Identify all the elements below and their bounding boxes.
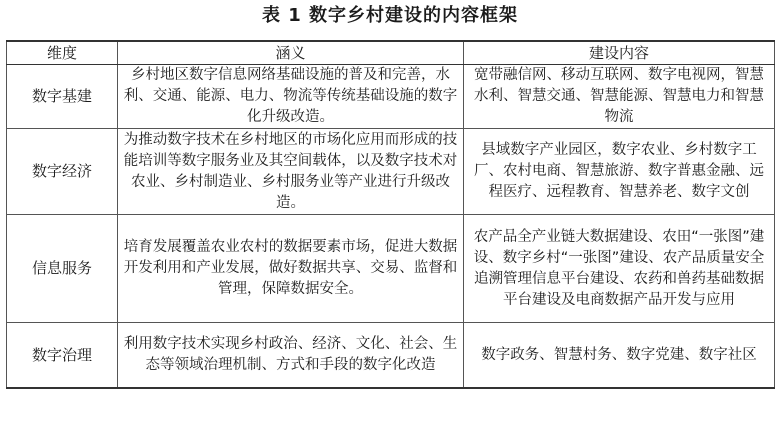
content-cell: 宽带融信网、移动互联网、数字电视网，智慧水利、智慧交通、智慧能源、智慧电力和智慧物流 (464, 65, 775, 129)
meaning-cell: 利用数字技术实现乡村政治、经济、文化、社会、生态等领域治理机制、方式和手段的数字化改造 (118, 323, 464, 389)
table-row (7, 65, 775, 129)
dimension-cell: 信息服务 (7, 215, 118, 323)
content-cell: 县域数字产业园区，数字农业、乡村数字工厂、农村电商、智慧旅游、数字普惠金融、远程医疗、远程教育、智慧养老、数字文创 (464, 129, 775, 215)
meaning-cell: 培育发展覆盖农业农村的数据要素市场，促进大数据开发利用和产业发展，做好数据共享、交易、监督和管理，保障数据安全。 (118, 215, 464, 323)
header-content: 建设内容 (464, 41, 775, 65)
meaning-cell: 乡村地区数字信息网络基础设施的普及和完善，水利、交通、能源、电力、物流等传统基础设施的数字化升级改造。 (118, 65, 464, 129)
dimension-cell: 数字经济 (7, 129, 118, 215)
table-title: 表 1 数字乡村建设的内容框架 (261, 5, 519, 26)
header-meaning: 涵义 (118, 41, 464, 65)
table-row (7, 215, 775, 323)
header-row (7, 41, 775, 65)
header-dimension: 维度 (7, 41, 118, 65)
content-cell: 数字政务、智慧村务、数字党建、数字社区 (464, 323, 775, 389)
table-row (7, 129, 775, 215)
dimension-cell: 数字基建 (7, 65, 118, 129)
content-cell: 农产品全产业链大数据建设、农田“一张图”建设、数字乡村“一张图”建设、农产品质量安全追溯管理信息平台建设、农药和兽药基础数据平台建设及电商数据产品开发与应用 (464, 215, 775, 323)
meaning-cell: 为推动数字技术在乡村地区的市场化应用而形成的技能培训等数字服务业及其空间载体，以及数字技术对农业、乡村制造业、乡村服务业等产业进行升级改造。 (118, 129, 464, 215)
content-framework-table (6, 40, 775, 389)
table-row (7, 323, 775, 389)
dimension-cell: 数字治理 (7, 323, 118, 389)
